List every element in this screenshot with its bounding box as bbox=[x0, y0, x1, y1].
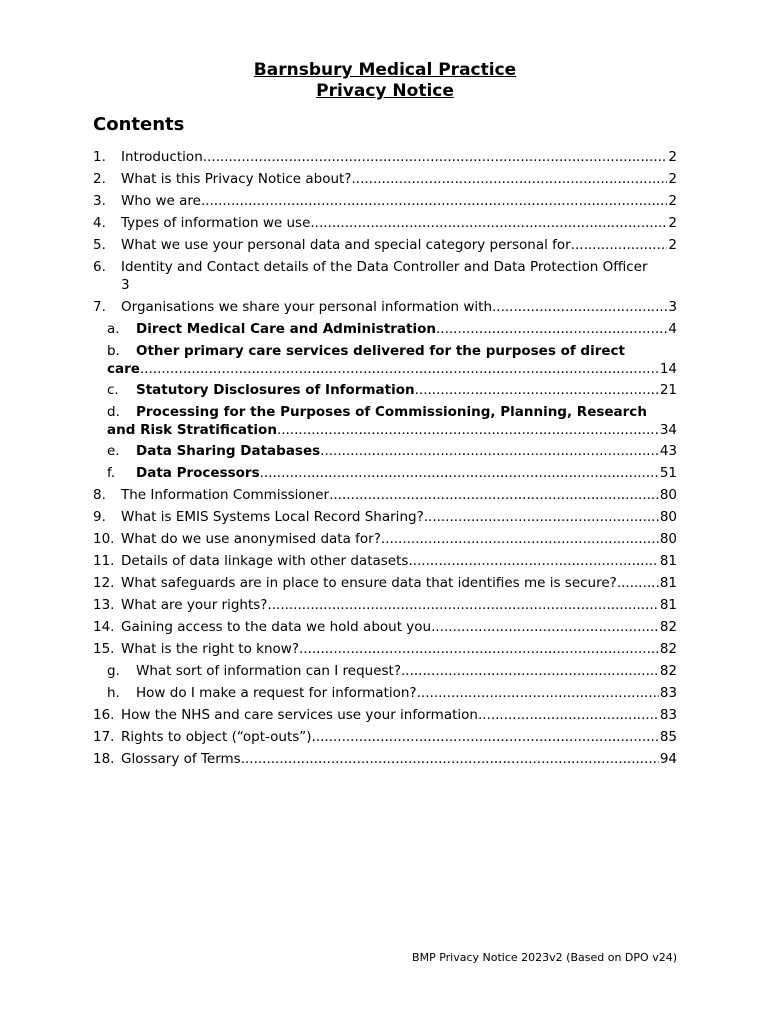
toc-entry-label: What sort of information can I request? bbox=[136, 663, 401, 679]
toc-entry-17[interactable]: 17. Rights to object (“opt-outs”) ..... 85 bbox=[93, 728, 677, 746]
page-footer: BMP Privacy Notice 2023v2 (Based on DPO v24) bbox=[412, 951, 677, 964]
toc-entry-5[interactable]: 5. What we use your personal data and special category personal for ..... 2 bbox=[93, 236, 677, 254]
toc-page-number: 3 bbox=[121, 277, 130, 293]
toc-page-number: 4 bbox=[668, 321, 677, 337]
toc-entry-12[interactable]: 12. What safeguards are in place to ensure data that identifies me is secure? ..... 81 bbox=[93, 574, 677, 592]
toc-entry-15g[interactable]: g. What sort of information can I request? ..... 82 bbox=[93, 662, 677, 680]
toc-page-number: 82 bbox=[659, 641, 677, 657]
toc-page-number: 2 bbox=[668, 193, 677, 209]
toc-page-number: 80 bbox=[659, 509, 677, 525]
toc-entry-label: The Information Commissioner bbox=[121, 487, 330, 503]
toc-entry-7c[interactable]: c. Statutory Disclosures of Information ..... 21 bbox=[93, 381, 677, 399]
toc-page-number: 82 bbox=[659, 619, 677, 635]
toc-page-number: 51 bbox=[659, 465, 677, 481]
toc-entry-label: Data Processors bbox=[136, 465, 260, 481]
contents-heading: Contents bbox=[93, 114, 185, 135]
toc-entry-label: Processing for the Purposes of Commissioning, Planning, Research bbox=[136, 404, 647, 420]
toc-entry-14[interactable]: 14. Gaining access to the data we hold about you ..... 82 bbox=[93, 618, 677, 636]
toc-entry-9[interactable]: 9. What is EMIS Systems Local Record Sharing? ..... 80 bbox=[93, 508, 677, 526]
toc-page-number: 80 bbox=[659, 487, 677, 503]
toc-entry-label: What is EMIS Systems Local Record Sharing? bbox=[121, 509, 424, 525]
toc-entry-10[interactable]: 10. What do we use anonymised data for? ..... 80 bbox=[93, 530, 677, 548]
toc-entry-label: Identity and Contact details of the Data Controller and Data Protection Officer bbox=[121, 259, 648, 275]
toc-entry-label: What is this Privacy Notice about? bbox=[121, 171, 352, 187]
toc-page-number: 14 bbox=[659, 361, 677, 377]
toc-entry-2[interactable]: 2. What is this Privacy Notice about? ..... 2 bbox=[93, 170, 677, 188]
toc-entry-label: Data Sharing Databases bbox=[136, 443, 321, 459]
toc-page-number: 80 bbox=[659, 531, 677, 547]
toc-page-number: 2 bbox=[668, 215, 677, 231]
toc-entry-4[interactable]: 4. Types of information we use ..... 2 bbox=[93, 214, 677, 232]
privacy-notice-title: Privacy Notice bbox=[316, 81, 454, 101]
toc-entry-13[interactable]: 13. What are your rights? ..... 81 bbox=[93, 596, 677, 614]
toc-entry-18[interactable]: 18. Glossary of Terms ..... 94 bbox=[93, 750, 677, 768]
toc-entry-label-continued: care bbox=[107, 361, 140, 377]
toc-page-number: 2 bbox=[668, 171, 677, 187]
toc-page-number: 81 bbox=[659, 553, 677, 569]
toc-entry-11[interactable]: 11. Details of data linkage with other datasets ..... 81 bbox=[93, 552, 677, 570]
toc-entry-label: Introduction bbox=[121, 149, 203, 165]
toc-entry-7[interactable]: 7. Organisations we share your personal information with ..... 3 bbox=[93, 298, 677, 316]
toc-page-number: 82 bbox=[659, 663, 677, 679]
toc-page-number: 21 bbox=[659, 382, 677, 398]
table-of-contents bbox=[93, 148, 677, 768]
toc-page-number: 81 bbox=[659, 597, 677, 613]
toc-entry-label: Other primary care services delivered for the purposes of direct bbox=[136, 343, 625, 359]
toc-entry-label: Details of data linkage with other datasets bbox=[121, 553, 409, 569]
toc-entry-15h[interactable]: h. How do I make a request for information? ..... 83 bbox=[93, 684, 677, 702]
toc-entry-7e[interactable]: e. Data Sharing Databases ..... 43 bbox=[93, 442, 677, 460]
toc-entry-label: Glossary of Terms bbox=[121, 751, 241, 767]
toc-entry-label: Types of information we use bbox=[121, 215, 311, 231]
toc-entry-label: How do I make a request for information? bbox=[136, 685, 417, 701]
toc-entry-label: What we use your personal data and special category personal for bbox=[121, 237, 571, 253]
toc-entry-15[interactable]: 15. What is the right to know? ..... 82 bbox=[93, 640, 677, 658]
toc-entry-7a[interactable]: a. Direct Medical Care and Administration ..... 4 bbox=[93, 320, 677, 338]
toc-page-number: 94 bbox=[659, 751, 677, 767]
toc-page-number: 2 bbox=[668, 149, 677, 165]
toc-entry-7d[interactable]: d. Processing for the Purposes of Commissioning, Planning, Research and Risk Stratification ..... 34 bbox=[93, 403, 677, 439]
toc-entry-label: What safeguards are in place to ensure data that identifies me is secure? bbox=[121, 575, 617, 591]
toc-page-number: 34 bbox=[659, 422, 677, 438]
toc-entry-label: Statutory Disclosures of Information bbox=[136, 382, 415, 398]
toc-entry-label: What is the right to know? bbox=[121, 641, 299, 657]
toc-entry-label: What do we use anonymised data for? bbox=[121, 531, 381, 547]
toc-entry-16[interactable]: 16. How the NHS and care services use your information ..... 83 bbox=[93, 706, 677, 724]
toc-entry-1[interactable]: 1. Introduction ..... 2 bbox=[93, 148, 677, 166]
toc-entry-label: Rights to object (“opt-outs”) bbox=[121, 729, 312, 745]
toc-entry-label: Direct Medical Care and Administration bbox=[136, 321, 437, 337]
toc-entry-label: Organisations we share your personal information with bbox=[121, 299, 493, 315]
toc-page-number: 83 bbox=[659, 685, 677, 701]
toc-entry-3[interactable]: 3. Who we are ..... 2 bbox=[93, 192, 677, 210]
toc-entry-6[interactable]: 6. Identity and Contact details of the Data Controller and Data Protection Officer 3 bbox=[93, 259, 648, 293]
toc-entry-label: Gaining access to the data we hold about you bbox=[121, 619, 432, 635]
practice-title: Barnsbury Medical Practice bbox=[253, 60, 517, 80]
toc-page-number: 3 bbox=[668, 299, 677, 315]
toc-entry-label: How the NHS and care services use your information bbox=[121, 707, 478, 723]
toc-entry-label: Who we are bbox=[121, 193, 201, 209]
toc-entry-label-continued: and Risk Stratification bbox=[107, 422, 277, 438]
toc-page-number: 81 bbox=[659, 575, 677, 591]
toc-entry-7b[interactable]: b. Other primary care services delivered for the purposes of direct care ..... 14 bbox=[93, 342, 677, 378]
toc-page-number: 85 bbox=[659, 729, 677, 745]
toc-page-number: 83 bbox=[659, 707, 677, 723]
toc-page-number: 43 bbox=[659, 443, 677, 459]
toc-entry-label: What are your rights? bbox=[121, 597, 268, 613]
toc-entry-8[interactable]: 8. The Information Commissioner ..... 80 bbox=[93, 486, 677, 504]
toc-page-number: 2 bbox=[668, 237, 677, 253]
toc-entry-7f[interactable]: f. Data Processors ..... 51 bbox=[93, 464, 677, 482]
